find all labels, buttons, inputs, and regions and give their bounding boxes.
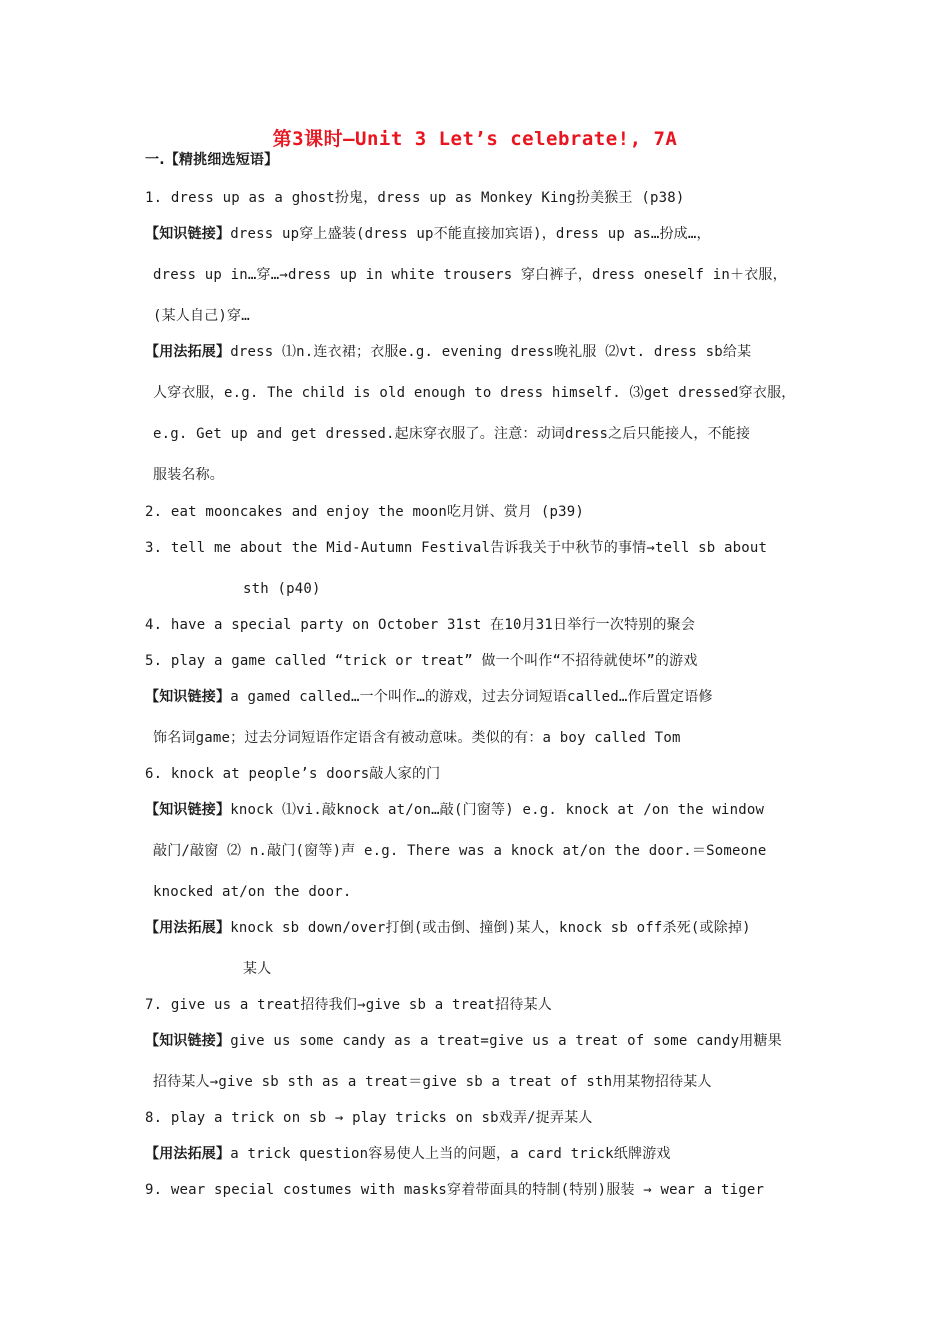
item-2: 2. eat mooncakes and enjoy the moon吃月饼、赏月 (p39) <box>145 504 584 520</box>
knowledge-link-6-cont: 敲门/敲窗 ⑵ n.敲门(窗等)声 e.g. There was a knock at/on the door.＝Someone <box>153 843 767 859</box>
knowledge-link-7 <box>145 1031 815 1051</box>
knowledge-link-tag: 【知识链接】 <box>145 689 231 705</box>
usage-extension-tag: 【用法拓展】 <box>145 344 231 360</box>
item-3: 3. tell me about the Mid-Autumn Festival告诉我关于中秋节的事情→tell sb about <box>145 540 768 556</box>
item-4: 4. have a special party on October 31st 在10月31日举行一次特别的聚会 <box>145 617 696 633</box>
knowledge-link-1 <box>145 224 815 244</box>
item-9: 9. wear special costumes with masks穿着带面具的特制(特别)服装 → wear a tiger <box>145 1182 765 1198</box>
usage-extension-text: knock sb down/over打倒(或击倒、撞倒)某人，knock sb off杀死(或除掉) <box>230 920 751 936</box>
knowledge-link-6-cont: knocked at/on the door. <box>153 884 352 900</box>
item-3-cont: sth (p40) <box>243 581 321 597</box>
knowledge-link-text: dress up穿上盛装(dress up不能直接加宾语)，dress up as…扮成…， <box>230 226 711 242</box>
usage-extension-6 <box>145 918 815 938</box>
usage-extension-text: dress ⑴n.连衣裙；衣服e.g. evening dress晚礼服 ⑵vt. dress sb给某 <box>230 344 752 360</box>
usage-extension-1-cont: e.g. Get up and get dressed.起床穿衣服了。注意：动词dress之后只能接人，不能接 <box>153 426 751 442</box>
usage-extension-6-cont: 某人 <box>243 961 272 977</box>
usage-extension-1-cont: 人穿衣服，e.g. The child is old enough to dress himself. ⑶get dressed穿衣服， <box>153 385 796 401</box>
knowledge-link-tag: 【知识链接】 <box>145 802 231 818</box>
knowledge-link-text: a gamed called…一个叫作…的游戏，过去分词短语called…作后置定语修 <box>230 689 713 705</box>
knowledge-link-text: give us some candy as a treat=give us a treat of some candy用糖果 <box>230 1033 782 1049</box>
knowledge-link-tag: 【知识链接】 <box>145 1033 231 1049</box>
item-7: 7. give us a treat招待我们→give sb a treat招待某人 <box>145 997 552 1013</box>
knowledge-link-1-cont: (某人自己)穿… <box>153 308 250 324</box>
usage-extension-tag: 【用法拓展】 <box>145 1146 231 1162</box>
section-heading: 一.【精挑细选短语】 <box>145 152 279 168</box>
lesson-title: 第3课时—Unit 3 Let’s celebrate!, 7A <box>272 128 678 150</box>
item-5: 5. play a game called “trick or treat” 做一个叫作“不招待就使坏”的游戏 <box>145 653 698 669</box>
usage-extension-1 <box>145 342 815 362</box>
knowledge-link-6 <box>145 800 815 820</box>
item-6: 6. knock at people’s doors敲人家的门 <box>145 766 441 782</box>
knowledge-link-1-cont: dress up in…穿…→dress up in white trousers 穿白裤子，dress oneself in＋衣服， <box>153 267 787 283</box>
item-1: 1. dress up as a ghost扮鬼，dress up as Monkey King扮美猴王 (p38) <box>145 190 685 206</box>
usage-extension-text: a trick question容易使人上当的问题，a card trick纸牌游戏 <box>230 1146 671 1162</box>
item-8: 8. play a trick on sb → play tricks on sb戏弄/捉弄某人 <box>145 1110 593 1126</box>
usage-extension-tag: 【用法拓展】 <box>145 920 231 936</box>
usage-extension-1-cont: 服装名称。 <box>153 467 224 483</box>
knowledge-link-5 <box>145 687 815 707</box>
usage-extension-8 <box>145 1144 815 1164</box>
knowledge-link-5-cont: 饰名词game；过去分词短语作定语含有被动意味。类似的有：a boy called Tom <box>153 730 681 746</box>
knowledge-link-7-cont: 招待某人→give sb sth as a treat＝give sb a treat of sth用某物招待某人 <box>153 1074 712 1090</box>
knowledge-link-text: knock ⑴vi.敲knock at/on…敲(门窗等) e.g. knock at /on the window <box>230 802 765 818</box>
knowledge-link-tag: 【知识链接】 <box>145 226 231 242</box>
